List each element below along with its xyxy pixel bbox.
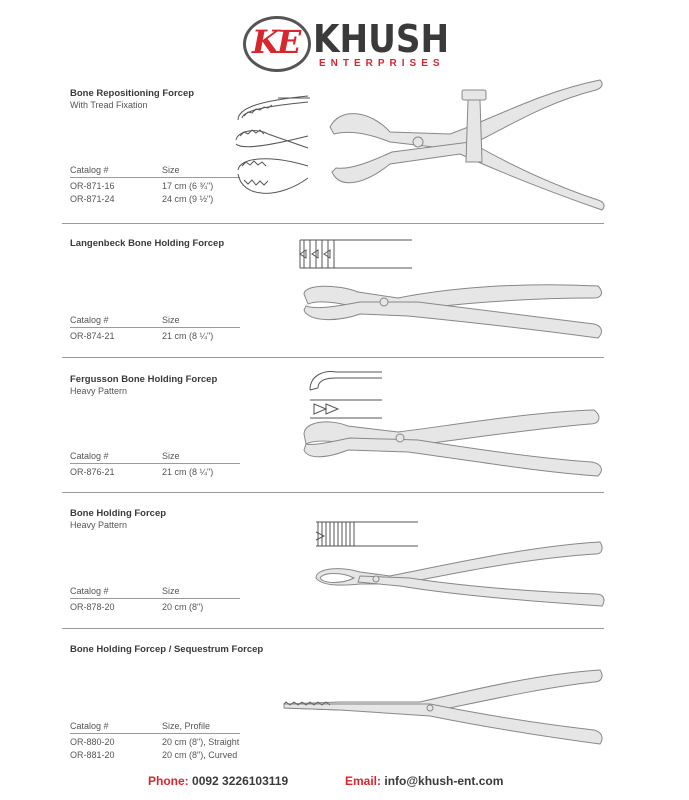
catalog-header: Catalog # bbox=[70, 165, 109, 175]
catalog-header: Catalog # bbox=[70, 315, 109, 325]
catalog-header: Catalog # bbox=[70, 586, 109, 596]
table-rule bbox=[70, 733, 240, 734]
size-value: 20 cm (8"), Curved bbox=[162, 750, 238, 760]
catalog-number: OR-871-16 bbox=[70, 181, 115, 191]
size-value: 17 cm (6 ¾") bbox=[162, 181, 214, 191]
catalog-header: Catalog # bbox=[70, 451, 109, 461]
size-value: 21 cm (8 ¼") bbox=[162, 467, 214, 477]
size-value: 20 cm (8") bbox=[162, 602, 204, 612]
forcep-illustration bbox=[280, 664, 606, 754]
contact-email bbox=[345, 774, 503, 788]
catalog-number: OR-880-20 bbox=[70, 737, 115, 747]
email-address[interactable]: info@khush-ent.com bbox=[384, 774, 504, 788]
product-title: Bone Holding Forcep / Sequestrum Forcep bbox=[70, 644, 264, 655]
size-header: Size bbox=[162, 586, 180, 596]
catalog-number: OR-881-20 bbox=[70, 750, 115, 760]
catalog-number: OR-878-20 bbox=[70, 602, 115, 612]
phone-label: Phone: bbox=[148, 774, 189, 788]
email-label: Email: bbox=[345, 774, 382, 788]
catalog-number: OR-871-24 bbox=[70, 194, 115, 204]
product-subtitle: With Tread Fixation bbox=[70, 100, 148, 110]
product-subtitle: Heavy Pattern bbox=[70, 520, 128, 530]
product-title: Bone Repositioning Forcep bbox=[70, 88, 195, 99]
brand-name: KHUSH bbox=[313, 17, 450, 61]
size-header: Size bbox=[162, 451, 180, 461]
product-title: Fergusson Bone Holding Forcep bbox=[70, 374, 218, 385]
brand-tagline: ENTERPRISES bbox=[319, 58, 445, 66]
size-value: 21 cm (8 ¼") bbox=[162, 331, 214, 341]
catalog-header: Catalog # bbox=[70, 721, 109, 731]
logo-monogram: KE bbox=[252, 23, 299, 61]
catalog-number: OR-874-21 bbox=[70, 331, 115, 341]
phone-number[interactable]: 0092 3226103119 bbox=[192, 774, 289, 788]
contact-phone bbox=[148, 774, 288, 788]
product-title: Langenbeck Bone Holding Forcep bbox=[70, 238, 225, 249]
product-title: Bone Holding Forcep bbox=[70, 508, 167, 519]
size-value: 20 cm (8"), Straight bbox=[162, 737, 240, 747]
size-header: Size bbox=[162, 165, 180, 175]
product-subtitle: Heavy Pattern bbox=[70, 386, 128, 396]
size-value: 24 cm (9 ½") bbox=[162, 194, 214, 204]
catalog-number: OR-876-21 bbox=[70, 467, 115, 477]
size-header: Size bbox=[162, 315, 180, 325]
size-header: Size, Profile bbox=[162, 721, 211, 731]
